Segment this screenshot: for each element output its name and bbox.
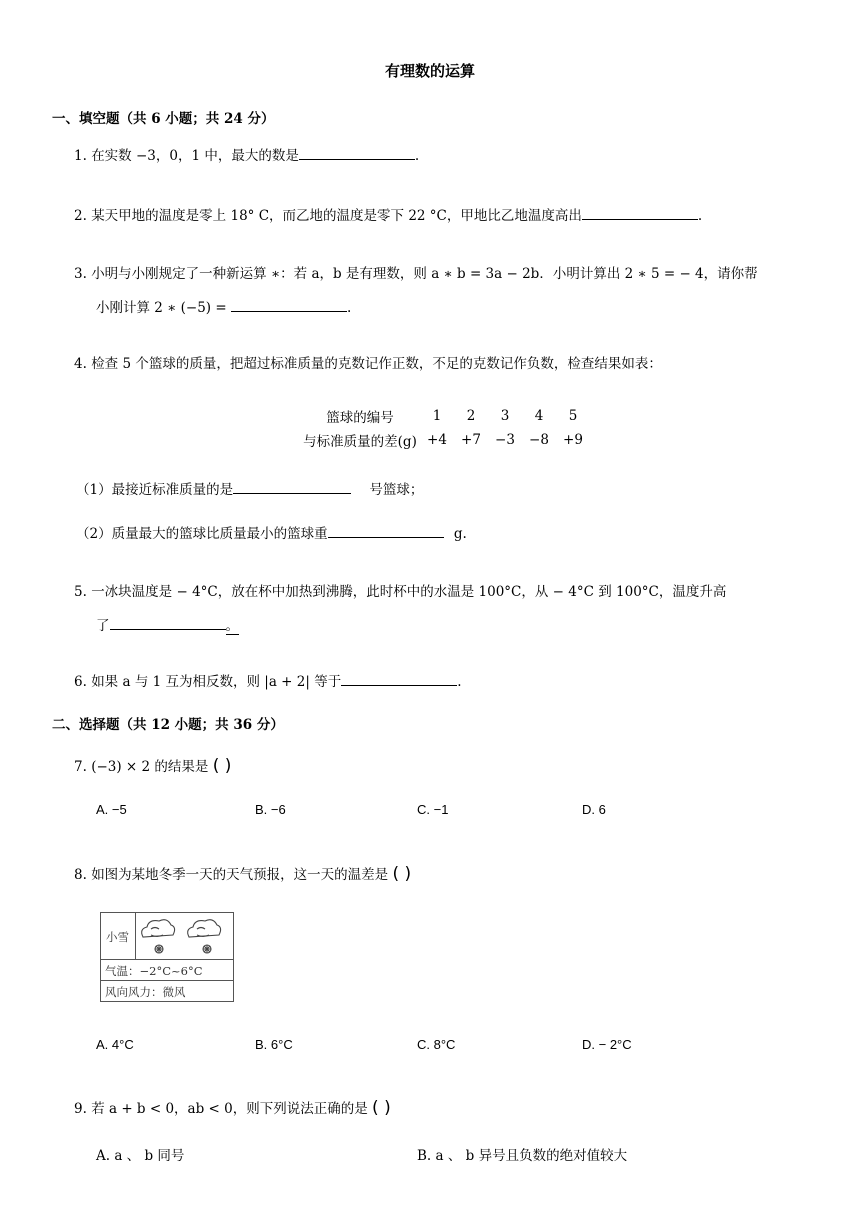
weather-forecast-box xyxy=(100,912,234,1002)
option-a[interactable]: A. a 、 b 同号 xyxy=(96,1148,185,1164)
question-text: （1）最接近标准质量的是 xyxy=(76,482,234,498)
weather-label: 小雪 xyxy=(106,930,129,944)
question-number: 1. xyxy=(74,148,87,164)
punctuation: . xyxy=(346,300,352,316)
question-text: 检查 5 个篮球的质量，把超过标准质量的克数记作正数，不足的克数记作负数，检查结果如表： xyxy=(91,356,662,372)
answer-parentheses[interactable]: ( ) xyxy=(372,1098,391,1118)
question-number: 4. xyxy=(74,356,87,372)
weather-row-wind xyxy=(101,981,233,1001)
table-cell: 4 xyxy=(534,408,544,424)
table-cell: −3 xyxy=(495,432,515,448)
question-number: 3. xyxy=(74,266,87,282)
punctuation: . xyxy=(457,674,462,690)
question-number: 6. xyxy=(74,674,87,690)
question-text: 如果 a 与 1 互为相反数，则 |a + 2| 等于 xyxy=(91,674,342,690)
question-7 xyxy=(74,754,808,779)
question-text: 小明与小刚规定了一种新运算 ∗：若 a，b 是有理数，则 a ∗ b = 3a − 2b．小明计算出 2 ∗ 5 = − 4，请你帮 xyxy=(91,266,758,282)
answer-blank[interactable] xyxy=(231,297,347,312)
answer-blank[interactable] xyxy=(341,671,457,686)
question-number: 5. xyxy=(74,584,87,600)
question-5 xyxy=(74,580,808,604)
table-row xyxy=(300,428,590,452)
weather-label-cell xyxy=(101,913,136,959)
row-label: 篮球的编号 xyxy=(326,410,394,426)
option-d[interactable]: D. − 2°C xyxy=(582,1037,632,1052)
section-heading-fill-in: 一、填空题（共 6 小题；共 24 分） xyxy=(52,111,275,127)
section-heading-multiple-choice: 二、选择题（共 12 小题；共 36 分） xyxy=(52,717,284,733)
basketball-mass-table xyxy=(300,404,590,452)
answer-parentheses[interactable]: ( ) xyxy=(212,756,232,776)
row-label: 与标准质量的差(g) xyxy=(303,434,417,450)
table-cell: +7 xyxy=(461,432,481,448)
answer-blank[interactable] xyxy=(328,523,444,538)
question-4-part-1 xyxy=(76,478,423,498)
question-text: 某天甲地的温度是零上 18° C，而乙地的温度是零下 22 °C，甲地比乙地温度高出 xyxy=(91,208,582,224)
option-b[interactable]: B. −6 xyxy=(255,802,286,817)
page-title: 有理数的运算 xyxy=(384,62,475,80)
option-c[interactable]: C. 8°C xyxy=(417,1037,456,1052)
question-5-line2 xyxy=(96,614,239,634)
table-cell: +4 xyxy=(427,432,447,448)
option-d[interactable]: D. 6 xyxy=(582,802,606,817)
answer-blank[interactable] xyxy=(299,145,415,160)
table-cell: +9 xyxy=(563,432,583,448)
question-3-line2 xyxy=(96,296,351,316)
question-number: 8. xyxy=(74,867,87,883)
answer-parentheses[interactable]: ( ) xyxy=(392,864,412,884)
question-text: 小刚计算 2 ∗ (−5) = xyxy=(96,300,227,316)
question-text: 一冰块温度是 − 4°C，放在杯中加热到沸腾，此时杯中的水温是 100°C，从 − 4°C 到 100°C，温度升高 xyxy=(91,584,727,600)
question-6 xyxy=(74,670,808,694)
table-cell: 1 xyxy=(432,408,442,424)
table-cell: 3 xyxy=(500,408,510,424)
table-row xyxy=(300,404,590,428)
question-text: g. xyxy=(453,526,467,542)
question-text: 如图为某地冬季一天的天气预报，这一天的温差是 xyxy=(91,867,389,883)
question-text: 若 a + b < 0，ab < 0，则下列说法正确的是 xyxy=(91,1101,368,1117)
question-3 xyxy=(74,262,808,286)
weather-temperature: 气温：−2°C~6°C xyxy=(105,964,203,978)
answer-blank[interactable] xyxy=(233,479,351,494)
table-cell: 5 xyxy=(568,408,578,424)
punctuation: . xyxy=(414,148,420,164)
question-4 xyxy=(74,352,808,376)
option-b[interactable]: B. 6°C xyxy=(255,1037,293,1052)
question-9 xyxy=(74,1096,808,1121)
question-number: 7. xyxy=(74,759,87,775)
option-c[interactable]: C. −1 xyxy=(417,802,449,817)
question-number: 2. xyxy=(74,208,87,224)
weather-row-temp xyxy=(101,960,233,981)
snow-cloud-icon xyxy=(137,915,231,957)
question-text: 号篮球； xyxy=(369,482,424,498)
question-1 xyxy=(74,144,808,168)
question-2 xyxy=(74,204,808,228)
answer-blank[interactable] xyxy=(110,615,226,630)
question-8 xyxy=(74,862,808,887)
question-text: （2）质量最大的篮球比质量最小的篮球重 xyxy=(76,526,328,542)
punctuation: 。 xyxy=(225,618,239,634)
weather-row-icons xyxy=(101,913,233,960)
table-cell: 2 xyxy=(466,408,476,424)
question-4-part-2 xyxy=(76,522,467,542)
question-text: 了 xyxy=(96,618,110,634)
punctuation: . xyxy=(697,208,703,224)
question-text: (−3) × 2 的结果是 xyxy=(91,759,209,775)
question-text: 在实数 −3，0，1 中，最大的数是 xyxy=(91,148,299,164)
answer-blank[interactable] xyxy=(582,205,698,220)
table-cell: −8 xyxy=(529,432,549,448)
option-a[interactable]: A. −5 xyxy=(96,802,127,817)
option-b[interactable]: B. a 、 b 异号且负数的绝对值较大 xyxy=(417,1148,628,1164)
question-number: 9. xyxy=(74,1101,87,1117)
option-a[interactable]: A. 4°C xyxy=(96,1037,134,1052)
weather-wind: 风向风力：微风 xyxy=(105,985,186,999)
